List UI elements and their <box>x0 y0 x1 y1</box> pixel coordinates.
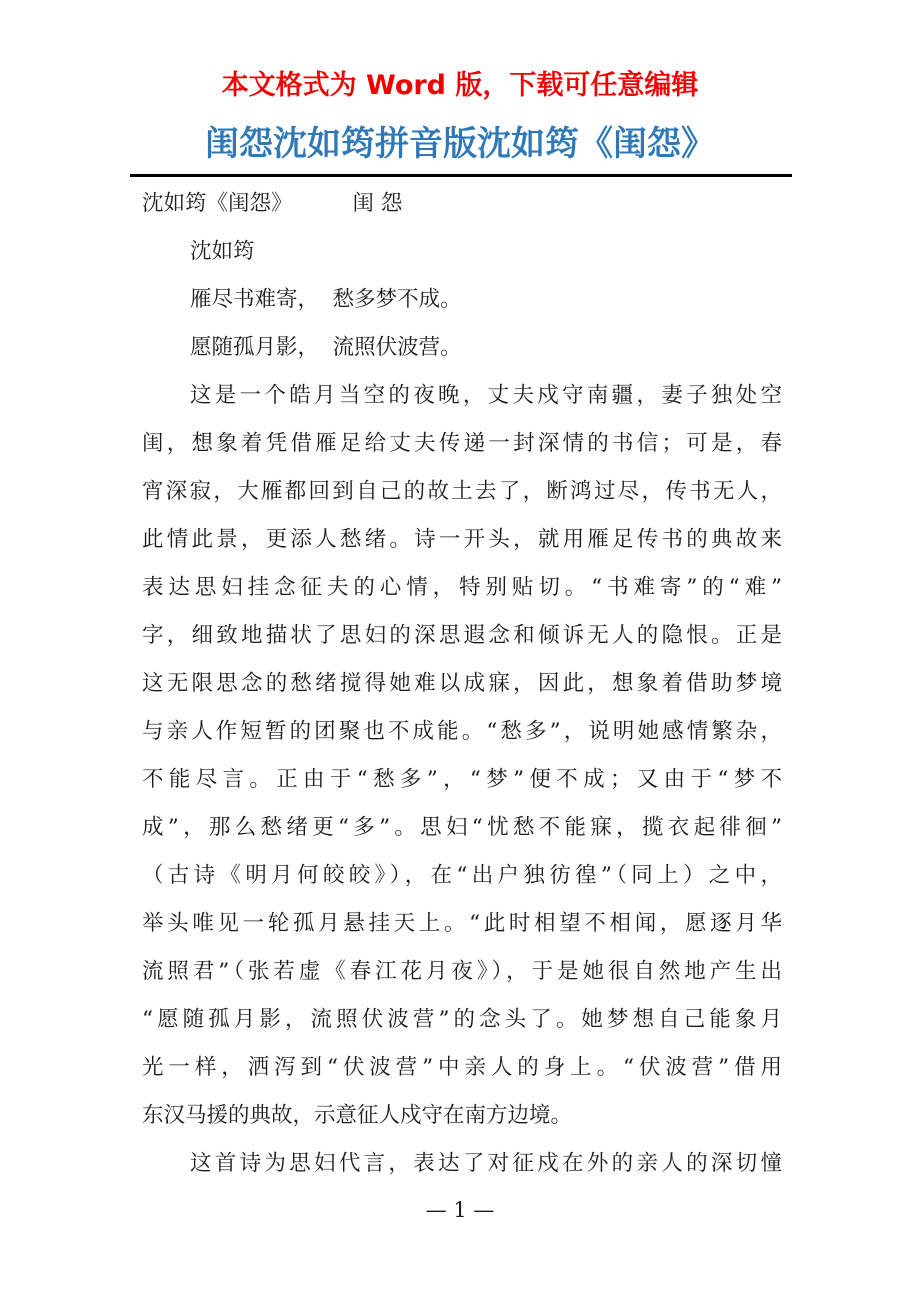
paragraph-line: 闺，想象着凭借雁足给丈夫传递一封深情的书信；可是，春 <box>142 431 782 456</box>
paragraph-2-line: 这首诗为思妇代言，表达了对征戍在外的亲人的深切憧 <box>190 1151 782 1176</box>
paragraph-line: （古诗《明月何皎皎》），在“出户独彷徨”（同上）之中， <box>142 863 782 888</box>
paragraph-line: 字，细致地描状了思妇的深思遐念和倾诉无人的隐恨。正是 <box>142 623 782 648</box>
paragraph-line: 东汉马援的典故，示意征人戍守在南方边境。 <box>142 1103 573 1128</box>
paragraph-line: 光一样，洒泻到“伏波营”中亲人的身上。“伏波营”借用 <box>142 1055 782 1080</box>
page-number: — 1 — <box>425 1198 495 1222</box>
paragraph-line: “愿随孤月影，流照伏波营”的念头了。她梦想自己能象月 <box>142 1007 782 1032</box>
header-line <box>142 180 782 228</box>
document-body <box>142 180 782 1188</box>
poem-line: 雁尽书难寄， 愁多梦不成。 <box>190 287 462 312</box>
paragraph-1 <box>142 372 782 1140</box>
paragraph-line: 成”，那么愁绪更“多”。思妇“忧愁不能寐，揽衣起徘徊” <box>142 815 782 840</box>
paragraph-line: 与亲人作短暂的团聚也不成能。“愁多”，说明她感情繁杂， <box>142 719 782 744</box>
paragraph-line: 流照君”（张若虚《春江花月夜》），于是她很自然地产生出 <box>142 959 782 984</box>
paragraph-line: 这是一个皓月当空的夜晚，丈夫戍守南疆，妻子独处空 <box>190 383 782 408</box>
page-title: 闺怨沈如筠拼音版沈如筠《闺怨》 <box>205 124 715 164</box>
poem-line: 愿随孤月影， 流照伏波营。 <box>190 335 462 360</box>
title-divider <box>130 174 792 177</box>
paragraph-line: 表达思妇挂念征夫的心情，特别贴切。“书难寄”的“难” <box>142 575 782 600</box>
paragraph-line: 举头唯见一轮孤月悬挂天上。“此时相望不相闻，愿逐月华 <box>142 911 782 936</box>
paragraph-line: 这无限思念的愁绪搅得她难以成寐，因此，想象着借助梦境 <box>142 671 782 696</box>
header-line-right: 闺 怨 <box>352 191 403 216</box>
paragraph-line: 宵深寂，大雁都回到自己的故土去了，断鸿过尽，传书无人， <box>142 479 782 504</box>
paragraph-line: 不能尽言。正由于“愁多”，“梦”便不成；又由于“梦不 <box>142 767 782 792</box>
word-format-notice: 本文格式为 Word 版，下载可任意编辑 <box>221 70 699 101</box>
paragraph-line: 此情此景，更添人愁绪。诗一开头，就用雁足传书的典故来 <box>142 527 782 552</box>
header-line-left: 沈如筠《闺怨》 <box>142 191 293 216</box>
poem-author: 沈如筠 <box>190 239 255 264</box>
